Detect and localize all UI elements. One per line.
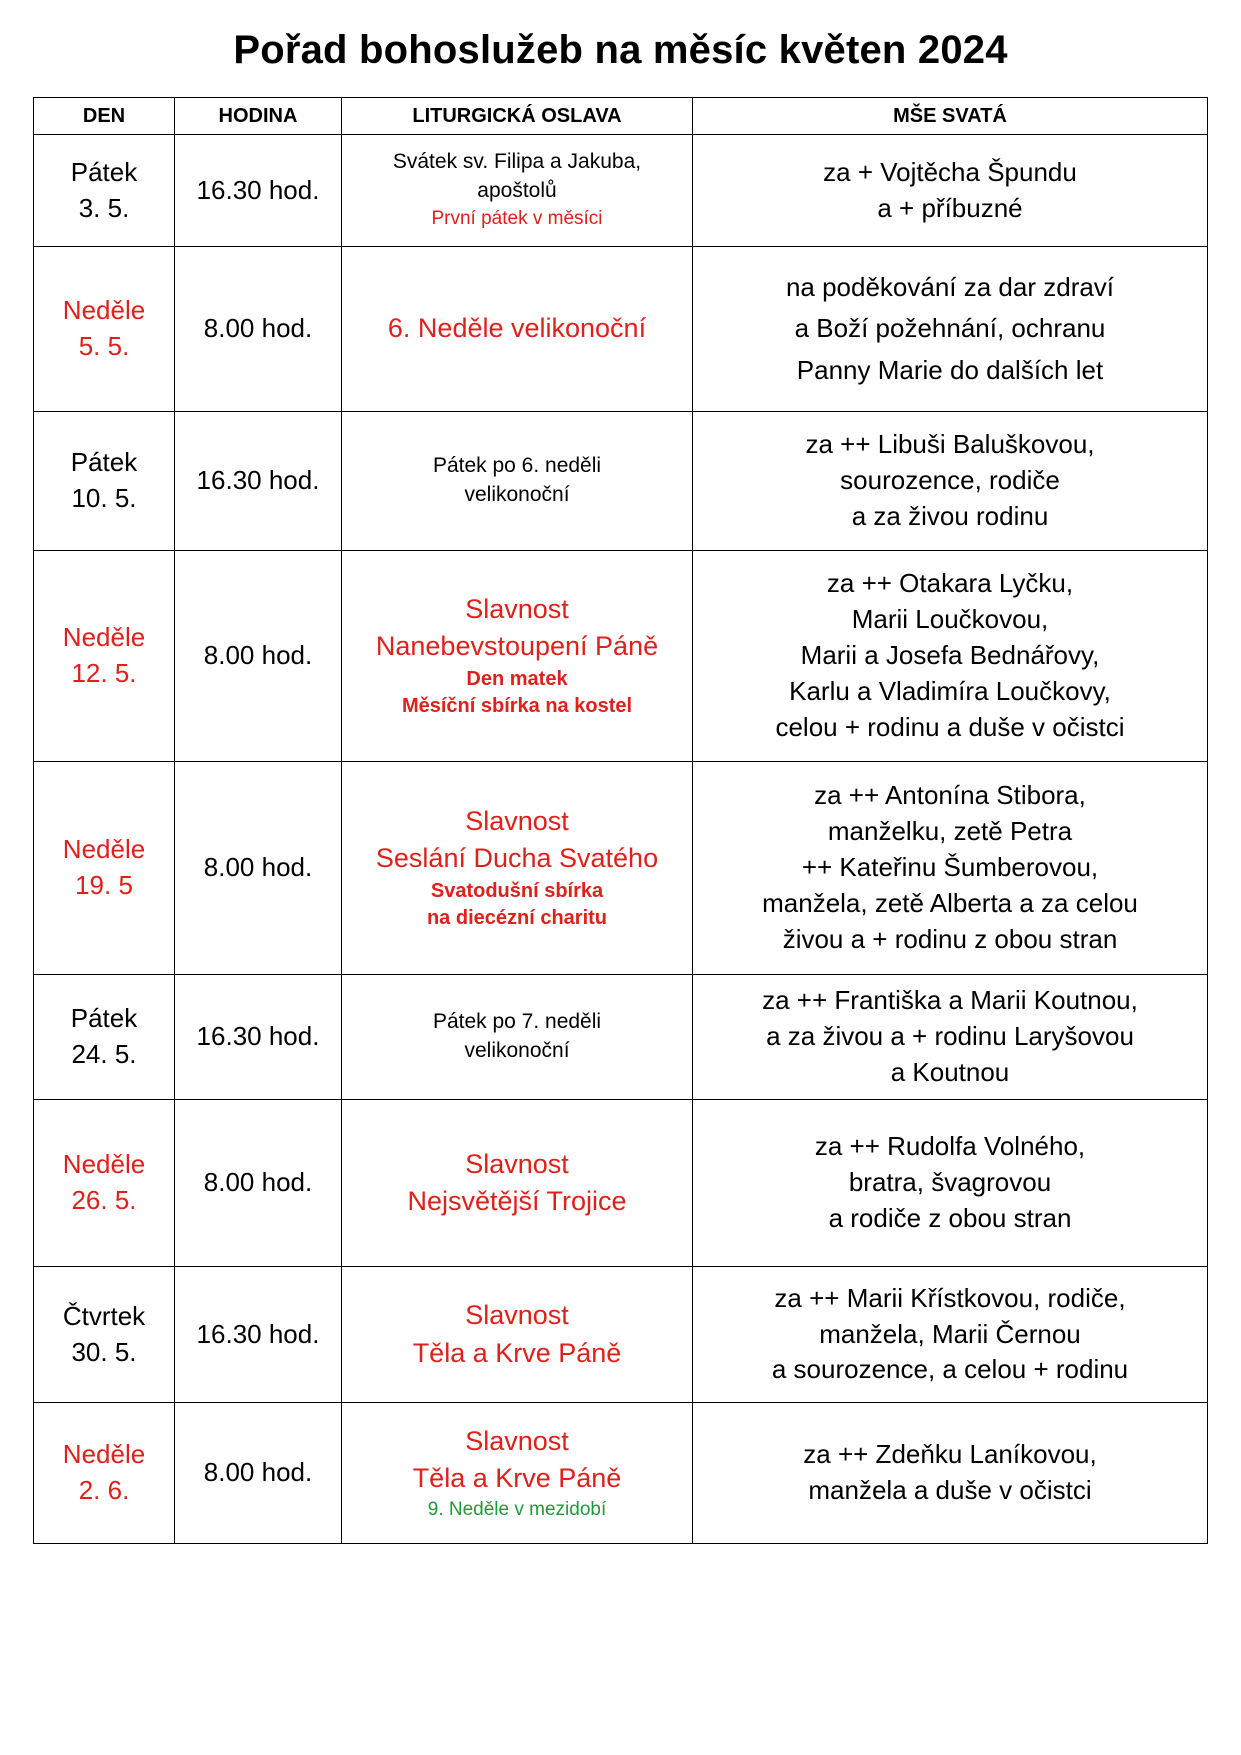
mass-line: živou a + rodinu z obou stran bbox=[782, 923, 1118, 954]
hour-cell: 8.00 hod. bbox=[175, 1403, 342, 1544]
day-name: Neděle bbox=[62, 1149, 146, 1180]
header-row bbox=[34, 98, 1208, 135]
liturgy-cell bbox=[342, 975, 693, 1100]
day-cell bbox=[34, 975, 175, 1100]
mass-line: Karlu a Vladimíra Loučkovy, bbox=[789, 675, 1111, 706]
liturgy-cell bbox=[342, 1403, 693, 1544]
mass-line: manželku, zetě Petra bbox=[827, 816, 1073, 847]
mass-cell bbox=[693, 135, 1208, 247]
day-date: 10. 5. bbox=[71, 483, 137, 513]
day-name: Čtvrtek bbox=[62, 1300, 146, 1331]
day-name: Neděle bbox=[62, 834, 146, 865]
day-date: 24. 5. bbox=[71, 1039, 137, 1069]
liturgy-line: apoštolů bbox=[477, 179, 557, 203]
liturgy-line: Slavnost bbox=[465, 594, 569, 625]
day-name: Neděle bbox=[62, 622, 146, 653]
liturgy-note: Den matek bbox=[466, 667, 568, 690]
mass-line: a za živou rodinu bbox=[851, 500, 1049, 531]
table-row bbox=[34, 135, 1208, 247]
day-name: Neděle bbox=[62, 1439, 146, 1470]
header-mass: MŠE SVATÁ bbox=[693, 98, 1208, 135]
liturgy-line: 6. Neděle velikonoční bbox=[387, 313, 647, 344]
liturgy-cell bbox=[342, 762, 693, 975]
mass-cell bbox=[693, 1100, 1208, 1267]
day-cell bbox=[34, 135, 175, 247]
liturgy-line: Pátek po 7. neděli bbox=[432, 1010, 602, 1034]
mass-line: bratra, švagrovou bbox=[848, 1167, 1052, 1198]
liturgy-note: Svatodušní sbírka bbox=[430, 879, 604, 902]
mass-line: za ++ Rudolfa Volného, bbox=[814, 1131, 1086, 1162]
mass-line: za ++ Marii Křístkovou, rodiče, bbox=[774, 1282, 1126, 1313]
table-row bbox=[34, 412, 1208, 551]
header-day: DEN bbox=[34, 98, 175, 135]
liturgy-line: velikonoční bbox=[464, 483, 570, 506]
liturgy-line: Nanebevstoupení Páně bbox=[375, 631, 659, 662]
hour-cell: 8.00 hod. bbox=[175, 762, 342, 975]
hour-cell: 8.00 hod. bbox=[175, 551, 342, 762]
day-cell bbox=[34, 412, 175, 551]
hour-cell: 8.00 hod. bbox=[175, 247, 342, 412]
hour-cell: 16.30 hod. bbox=[175, 975, 342, 1100]
mass-line: a sourozence, a celou + rodinu bbox=[771, 1354, 1129, 1385]
mass-cell bbox=[693, 1267, 1208, 1403]
liturgy-line: Nejsvětější Trojice bbox=[407, 1186, 627, 1216]
mass-line: na poděkování za dar zdraví bbox=[785, 271, 1115, 302]
mass-line: za ++ Františka a Marii Koutnou, bbox=[762, 985, 1138, 1016]
liturgy-cell bbox=[342, 412, 693, 551]
header-liturgy: LITURGICKÁ OSLAVA bbox=[342, 98, 693, 135]
liturgy-cell bbox=[342, 135, 693, 247]
mass-line: manžela, Marii Černou bbox=[819, 1318, 1081, 1349]
mass-line: Marii a Josefa Bednářovy, bbox=[800, 640, 1100, 671]
liturgy-note: Měsíční sbírka na kostel bbox=[401, 695, 633, 718]
day-name: Pátek bbox=[70, 156, 138, 187]
table-row bbox=[34, 762, 1208, 975]
liturgy-line: Seslání Ducha Svatého bbox=[375, 843, 659, 874]
liturgy-line: Slavnost bbox=[465, 806, 569, 837]
day-name: Pátek bbox=[70, 1003, 138, 1034]
mass-line: manžela, zetě Alberta a za celou bbox=[762, 887, 1138, 918]
mass-cell bbox=[693, 762, 1208, 975]
day-date: 12. 5. bbox=[71, 658, 137, 688]
table-row bbox=[34, 1267, 1208, 1403]
mass-line: Marii Loučkovou, bbox=[851, 604, 1049, 635]
hour-cell: 16.30 hod. bbox=[175, 1267, 342, 1403]
day-cell bbox=[34, 1403, 175, 1544]
mass-cell bbox=[693, 975, 1208, 1100]
liturgy-cell bbox=[342, 1100, 693, 1267]
mass-line: za ++ Zdeňku Laníkovou, bbox=[803, 1439, 1097, 1470]
day-date: 5. 5. bbox=[78, 331, 130, 361]
table-row bbox=[34, 975, 1208, 1100]
mass-line: a Boží požehnání, ochranu bbox=[794, 313, 1106, 344]
table-row bbox=[34, 551, 1208, 762]
day-date: 26. 5. bbox=[71, 1185, 137, 1215]
table-row bbox=[34, 1403, 1208, 1544]
liturgy-note: na diecézní charitu bbox=[426, 907, 608, 930]
day-cell bbox=[34, 762, 175, 975]
liturgy-line: Těla a Krve Páně bbox=[412, 1337, 622, 1368]
liturgy-line: velikonoční bbox=[464, 1039, 570, 1062]
mass-line: za ++ Antonína Stibora, bbox=[814, 780, 1086, 811]
mass-line: za + Vojtěcha Špundu bbox=[823, 156, 1077, 187]
table-row bbox=[34, 1100, 1208, 1267]
liturgy-note: 9. Neděle v mezidobí bbox=[427, 1499, 607, 1521]
liturgy-line: Slavnost bbox=[465, 1425, 569, 1456]
day-date: 2. 6. bbox=[78, 1475, 130, 1505]
mass-cell bbox=[693, 1403, 1208, 1544]
liturgy-line: Slavnost bbox=[465, 1300, 569, 1331]
mass-cell bbox=[693, 412, 1208, 551]
hour-cell: 16.30 hod. bbox=[175, 135, 342, 247]
mass-line: ++ Kateřinu Šumberovou, bbox=[801, 852, 1099, 883]
table-row bbox=[34, 247, 1208, 412]
day-name: Neděle bbox=[62, 295, 146, 326]
day-name: Pátek bbox=[70, 447, 138, 478]
mass-line: sourozence, rodiče bbox=[840, 465, 1060, 496]
liturgy-note: První pátek v měsíci bbox=[431, 208, 603, 230]
page-title: Pořad bohoslužeb na měsíc květen 2024 bbox=[233, 28, 1008, 72]
hour-cell: 8.00 hod. bbox=[175, 1100, 342, 1267]
mass-line: a + příbuzné bbox=[877, 192, 1023, 223]
header-hour: HODINA bbox=[175, 98, 342, 135]
mass-line: a Koutnou bbox=[890, 1056, 1010, 1087]
day-date: 3. 5. bbox=[78, 192, 130, 223]
day-cell bbox=[34, 551, 175, 762]
mass-line: a rodiče z obou stran bbox=[828, 1202, 1072, 1233]
day-cell bbox=[34, 1267, 175, 1403]
schedule-table bbox=[33, 97, 1208, 1544]
liturgy-line: Slavnost bbox=[465, 1148, 569, 1179]
day-cell bbox=[34, 247, 175, 412]
mass-line: za ++ Libuši Baluškovou, bbox=[805, 429, 1095, 460]
liturgy-line: Svátek sv. Filipa a Jakuba, bbox=[392, 150, 642, 174]
mass-cell bbox=[693, 247, 1208, 412]
mass-line: Panny Marie do dalších let bbox=[796, 354, 1104, 385]
mass-cell bbox=[693, 551, 1208, 762]
mass-line: a za živou a + rodinu Laryšovou bbox=[766, 1021, 1134, 1052]
liturgy-line: Pátek po 6. neděli bbox=[432, 454, 602, 478]
mass-line: manžela a duše v očistci bbox=[808, 1475, 1092, 1505]
mass-line: celou + rodinu a duše v očistci bbox=[775, 711, 1125, 742]
liturgy-cell bbox=[342, 1267, 693, 1403]
day-date: 19. 5 bbox=[75, 870, 133, 900]
mass-line: za ++ Otakara Lyčku, bbox=[826, 568, 1074, 599]
day-date: 30. 5. bbox=[71, 1336, 137, 1367]
liturgy-cell bbox=[342, 247, 693, 412]
liturgy-cell bbox=[342, 551, 693, 762]
hour-cell: 16.30 hod. bbox=[175, 412, 342, 551]
liturgy-line: Těla a Krve Páně bbox=[412, 1462, 622, 1493]
day-cell bbox=[34, 1100, 175, 1267]
